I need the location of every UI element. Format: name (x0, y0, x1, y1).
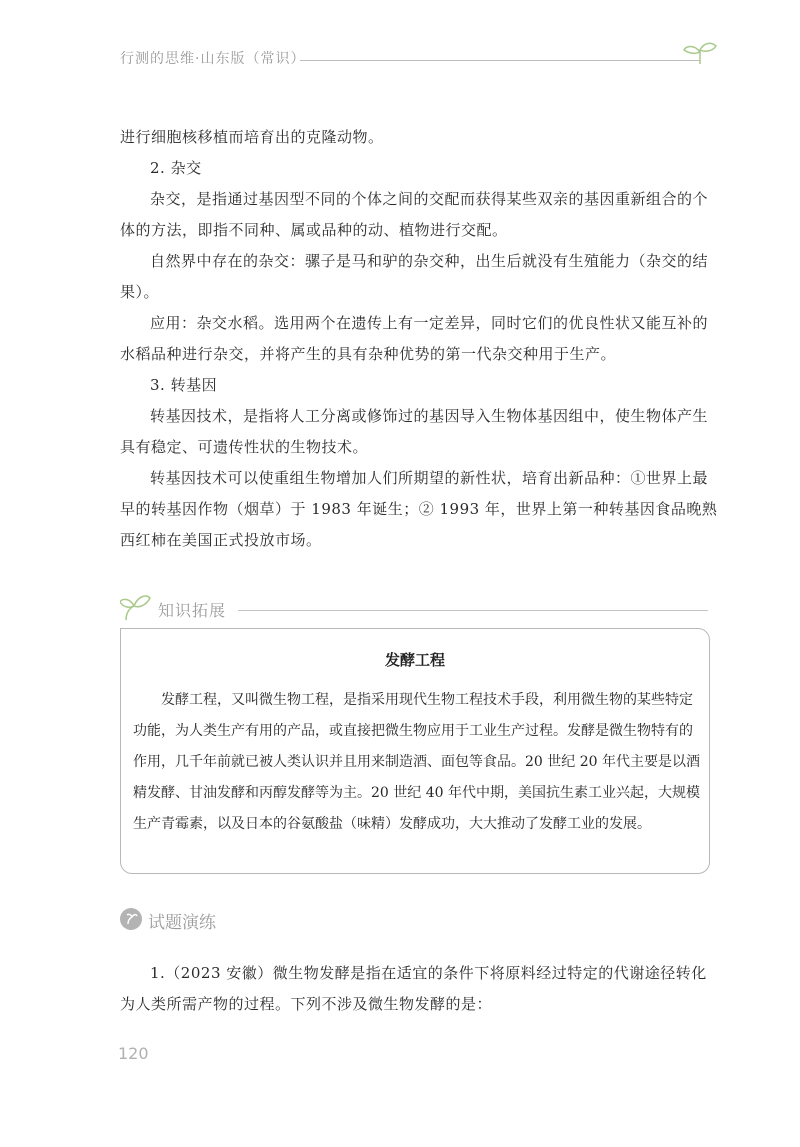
hybrid-application: 应用：杂交水稻。选用两个在遗传上有一定差异，同时它们的优良性状又能互补的水稻品种进行杂交，并将产生的具有杂种优势的第一代杂交种用于生产。 (120, 314, 709, 363)
knowledge-extension-body (133, 685, 703, 840)
practice-label: 试题演练 (148, 913, 216, 933)
sprout-icon (120, 590, 154, 620)
question-1 (120, 958, 720, 1020)
knowledge-extension-rule (238, 610, 708, 611)
hybrid-nature: 自然界中存在的杂交：骡子是马和驴的杂交种，出生后就没有生殖能力（杂交的结果）。 (120, 252, 709, 301)
question-1-text: 1.（2023 安徽）微生物发酵是指在适宜的条件下将原料经过特定的代谢途径转化为人类所需产物的过程。下列不涉及微生物发酵的是： (120, 964, 707, 1013)
section-heading-transgenic: 3. 转基因 (150, 376, 218, 394)
practice-icon (120, 908, 142, 930)
knowledge-extension-label: 知识拓展 (158, 601, 227, 620)
hybrid-definition: 杂交，是指通过基因型不同的个体之间的交配而获得某些双亲的基因重新组合的个体的方法，即指不同种、属或品种的动、植物进行交配。 (120, 190, 709, 239)
main-text (120, 122, 720, 556)
continuation-text: 进行细胞核移植而培育出的克隆动物。 (120, 128, 384, 146)
book-title: 行测的思维·山东版（常识） (120, 51, 306, 67)
section-heading-hybrid: 2. 杂交 (150, 159, 202, 177)
knowledge-extension-paragraph: 发酵工程，又叫微生物工程，是指采用现代生物工程技术手段，利用微生物的某些特定功能，为人类生产有用的产品，或直接把微生物应用于工业生产过程。发酵是微生物特有的作用，几千年前就已被人类认识并且用来制造酒、面包等食品。20 世纪 20 年代主要是以酒精发酵、甘油发酵和丙醇发酵等为主。20 世纪 40 年代中期，美国抗生素工业兴起，大规模生产青霉素，以及日本的谷氨酸盐（味精）发酵成功，大大推动了发酵工业的发展。 (133, 692, 700, 832)
knowledge-extension-box (120, 628, 710, 874)
transgenic-detail: 转基因技术可以使重组生物增加人们所期望的新性状，培育出新品种：①世界上最早的转基因作物（烟草）于 1983 年诞生；② 1993 年，世界上第一种转基因食品晚熟西红柿在美国正式投放市场。 (120, 469, 718, 549)
transgenic-definition: 转基因技术，是指将人工分离或修饰过的基因导入生物体基因组中，使生物体产生具有稳定、可遗传性状的生物技术。 (120, 407, 709, 456)
header-rule (300, 60, 700, 61)
knowledge-extension-header (120, 588, 720, 628)
knowledge-extension-title: 发酵工程 (384, 651, 445, 669)
page-number: 120 (118, 1044, 149, 1063)
sprout-icon (682, 40, 718, 66)
running-header (120, 44, 720, 80)
